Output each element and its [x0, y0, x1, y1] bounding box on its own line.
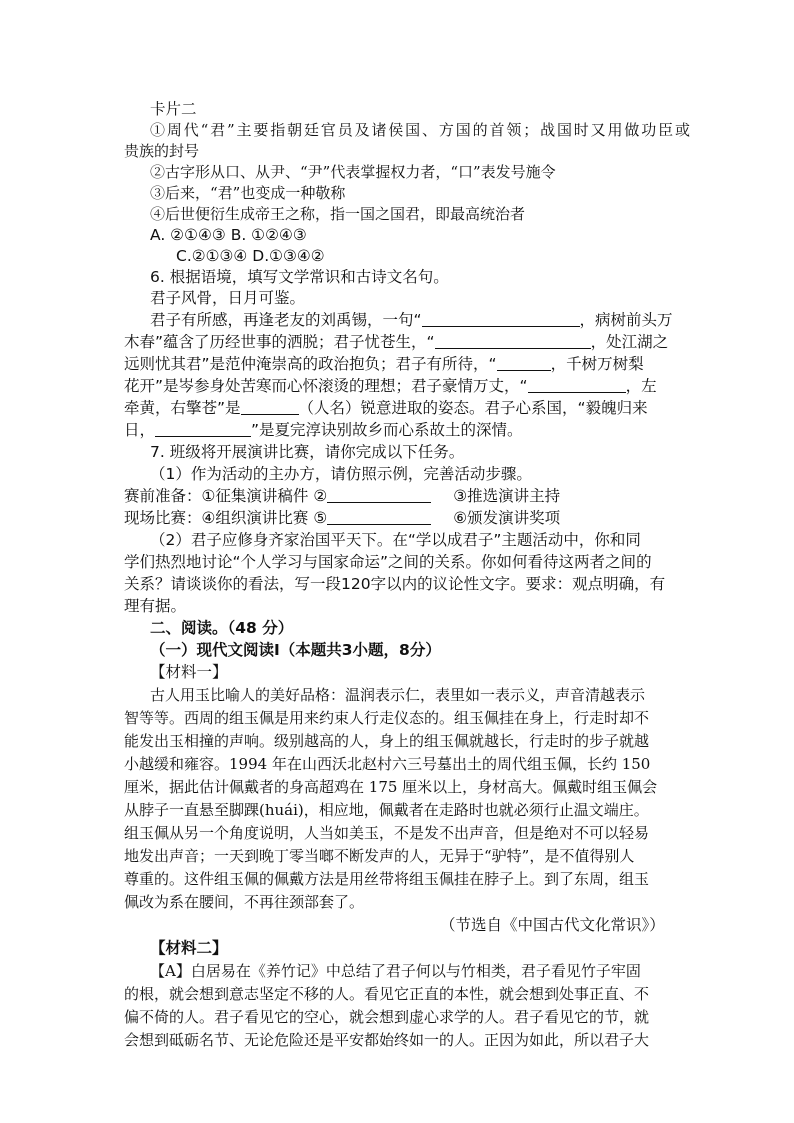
- material-line: 佩改为系在腰间，不再往颈部套了。: [124, 893, 365, 911]
- card-item: ①周代“君”主要指朝廷官员及诸侯国、方国的首领；战国时又用做功臣或: [150, 121, 690, 139]
- answer-blank[interactable]: [422, 312, 580, 327]
- material-line: 古人用玉比喻人的美好品格：温润表示仁，表里如一表示义，声音清越表示: [150, 686, 646, 704]
- material-line: 尊重的。这件组玉佩的佩戴方法是用丝带将组玉佩挂在脖子上。到了东周，组玉: [124, 870, 650, 888]
- answer-blank[interactable]: [155, 422, 251, 437]
- material-line: 地发出声音；一天到晚丁零当啷不断发声的人，无异于“驴特”，是不值得别人: [124, 847, 635, 865]
- fill-line: 君子有所感，再逢老友的刘禹锡，一句“ ，病树前头万: [150, 311, 673, 329]
- material-line: 能发出玉相撞的声响。级别越高的人，身上的组玉佩就越长，行走时的步子就越: [124, 732, 650, 750]
- section-title: 二、阅读。（48 分）: [150, 619, 294, 637]
- material-line: 小越缓和雍容。1994 年在山西沃北赵村六三号墓出土的周代组玉佩，长约 150: [124, 755, 651, 773]
- card-item: 贵族的封号: [124, 142, 200, 160]
- question-stem: 6. 根据语境，填写文学常识和古诗文名句。: [150, 268, 449, 286]
- sub-question: （1）作为活动的主办方，请仿照示例，完善活动步骤。: [150, 465, 532, 483]
- material-line: 从脖子一直悬至脚踝(huái)，相应地，佩戴者在走路时也就必须行止温文端庄。: [124, 801, 649, 819]
- fill-line: 牵黄，右擎苍”是 （人名）锐意进取的姿态。君子心系国，“毅魄归来: [124, 399, 648, 417]
- material-line: 会想到砥砺名节、无论危险还是平安都始终如一的人。正因为如此，所以君子大: [124, 1031, 650, 1049]
- answer-blank[interactable]: [327, 510, 431, 525]
- sub-question: （2）君子应修身齐家治国平天下。在“学以成君子”主题活动中，你和同: [150, 531, 641, 549]
- material-line: 【A】白居易在《养竹记》中总结了君子何以与竹相类，君子看见竹子牢固: [150, 962, 641, 980]
- answer-options: C.②①③④ D.①③④②: [176, 247, 325, 265]
- answer-blank[interactable]: [241, 400, 299, 415]
- card-title: 卡片二: [150, 100, 197, 118]
- card-item: ③后来，“君”也变成一种敬称: [150, 184, 346, 202]
- fill-line: 远则忧其君”是范仲淹崇高的政治抱负；君子有所待，“ ，千树万树梨: [124, 355, 644, 373]
- sub-question: 关系？请谈谈你的看法，写一段120字以内的议论性文字。要求：观点明确，有: [124, 575, 666, 593]
- answer-blank[interactable]: [435, 334, 591, 349]
- answer-blank[interactable]: [497, 356, 551, 371]
- sub-question: 学们热烈地讨论“个人学习与国家命运”之间的关系。你如何看待这两者之间的: [124, 553, 652, 571]
- card-item: ④后世便衍生成帝王之称，指一国之国君，即最高统治者: [150, 205, 526, 223]
- fill-line: 日， ”是夏完淳诀别故乡而心系故土的深情。: [124, 421, 523, 439]
- answer-blank[interactable]: [327, 488, 431, 503]
- fill-line: 花开”是岑参身处苦寒而心怀滚烫的理想；君子豪情万丈，“ ，左: [124, 377, 657, 395]
- material-line: 智等等。西周的组玉佩是用来约束人行走仪态的。组玉佩挂在身上，行走时却不: [124, 709, 650, 727]
- answer-blank[interactable]: [528, 378, 626, 393]
- fill-line: 木春”蕴含了历经世事的洒脱；君子忧苍生，“ ，处江湖之: [124, 333, 669, 351]
- answer-options: A. ②①④③ B. ①②④③: [150, 226, 307, 244]
- sub-question: 理有据。: [124, 597, 187, 615]
- question-intro: 君子风骨，日月可鉴。: [150, 289, 306, 307]
- card-item: ②古字形从口、从尹、“尹”代表掌握权力者，“口”表发号施令: [150, 163, 556, 181]
- section-subtitle: （一）现代文阅读Ⅰ（本题共3小题，8分）: [150, 641, 441, 659]
- material-line: 偏不倚的人。君子看见它的空心，就会想到虚心求学的人。君子看见它的节，就: [124, 1008, 650, 1026]
- material-line: 厘米，据此估计佩戴者的身高超鸡在 175 厘米以上，身材高大。佩戴时组玉佩会: [124, 778, 658, 796]
- material-line: 的根，就会想到意志坚定不移的人。看见它正直的本性，就会想到处事正直、不: [124, 985, 650, 1003]
- step-line: 现场比赛：④组织演讲比赛 ⑤ ⑥颁发演讲奖项: [124, 509, 561, 527]
- material-line: 组玉佩从另一个角度说明，人当如美玉，不是发不出声音，但是绝对不可以轻易: [124, 824, 650, 842]
- question-stem: 7. 班级将开展演讲比赛，请你完成以下任务。: [150, 443, 465, 461]
- material-title: 【材料二】: [150, 939, 228, 957]
- material-title: 【材料一】: [150, 663, 228, 681]
- material-source: （节选自《中国古代文化常识》）: [440, 916, 665, 934]
- step-line: 赛前准备：①征集演讲稿件 ② ③推选演讲主持: [124, 487, 561, 505]
